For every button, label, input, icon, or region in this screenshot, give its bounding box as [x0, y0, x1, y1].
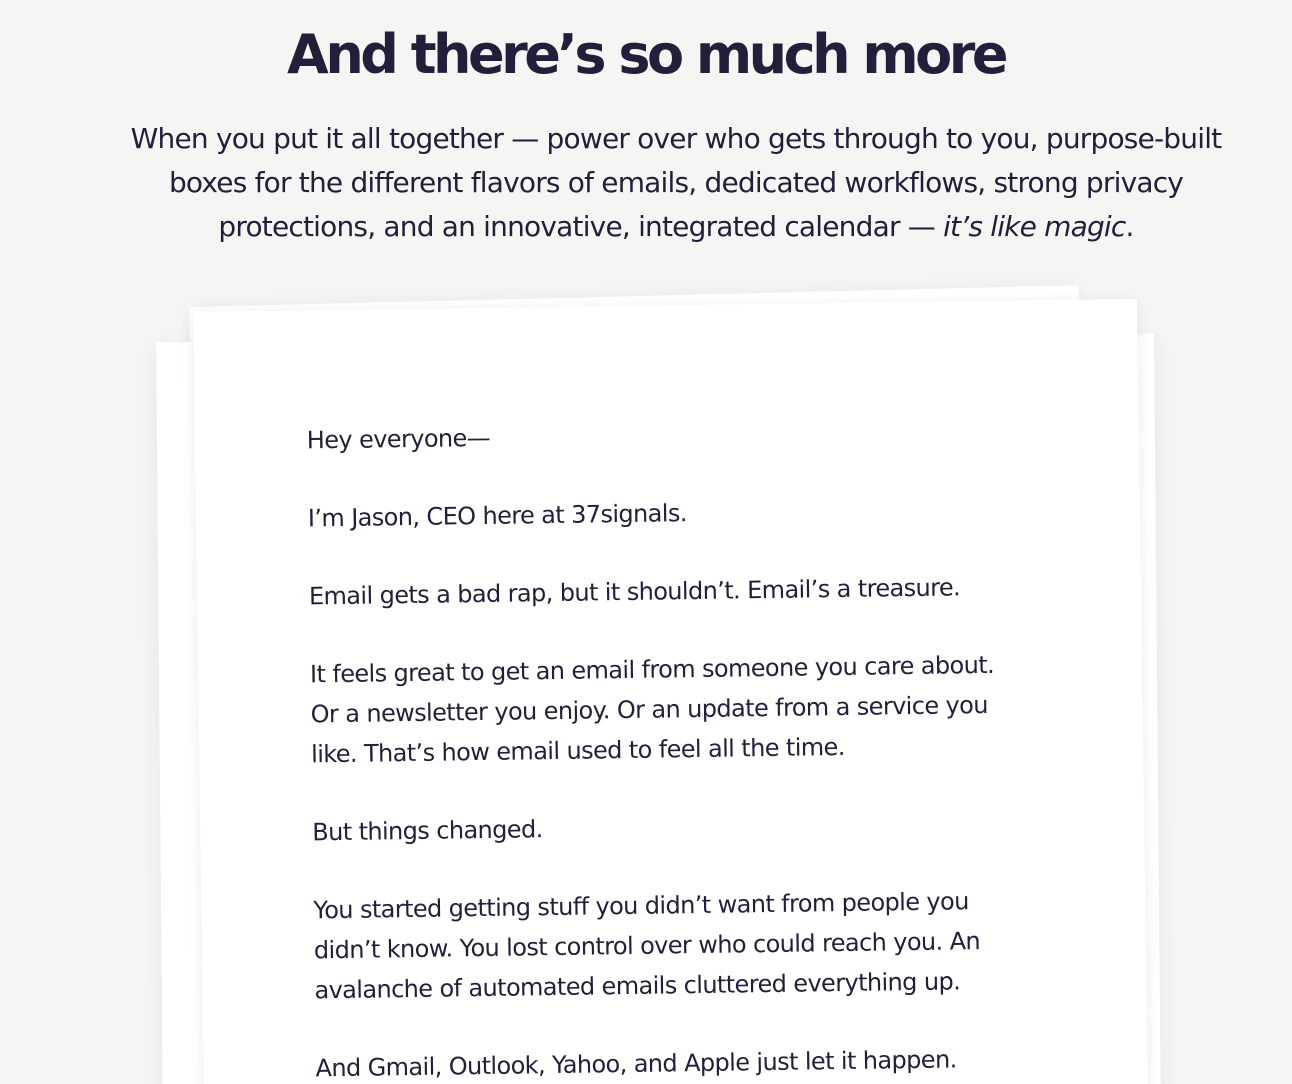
letter-paragraph: Email gets a bad rap, but it shouldn’t. Email’s a treasure. [308, 573, 961, 611]
intro-emphasis: it’s like magic [943, 210, 1126, 243]
intro-end: . [1125, 210, 1134, 243]
intro-paragraph [116, 117, 1236, 249]
letter-paragraph: But things changed. [312, 815, 543, 847]
letter-paragraph: You started getting stuff you didn’t want from people you didn’t know. You lost control over who could reach you. An avalanche of automated emails cluttered everything up. [313, 887, 981, 1005]
intro-text: When you put it all together — power over who gets through to you, purpose-built boxes for the different flavors of emails, dedicated workflows, strong privacy protections, and an innovative, integrated calendar — [130, 122, 1222, 243]
page-heading: And there’s so much more [287, 23, 1005, 86]
letter-paragraph: It feels great to get an email from someone you care about. Or a newsletter you enjoy. Or an update from a service you like. That’s how email used to feel all the time. [309, 650, 995, 769]
letter-body [307, 411, 1017, 1084]
letter-sheet [193, 299, 1149, 1084]
letter-paragraph: Hey everyone— [306, 423, 491, 455]
letter-paragraph: And Gmail, Outlook, Yahoo, and Apple just let it happen. [315, 1045, 957, 1083]
letter-paragraph: I’m Jason, CEO here at 37signals. [307, 499, 687, 533]
